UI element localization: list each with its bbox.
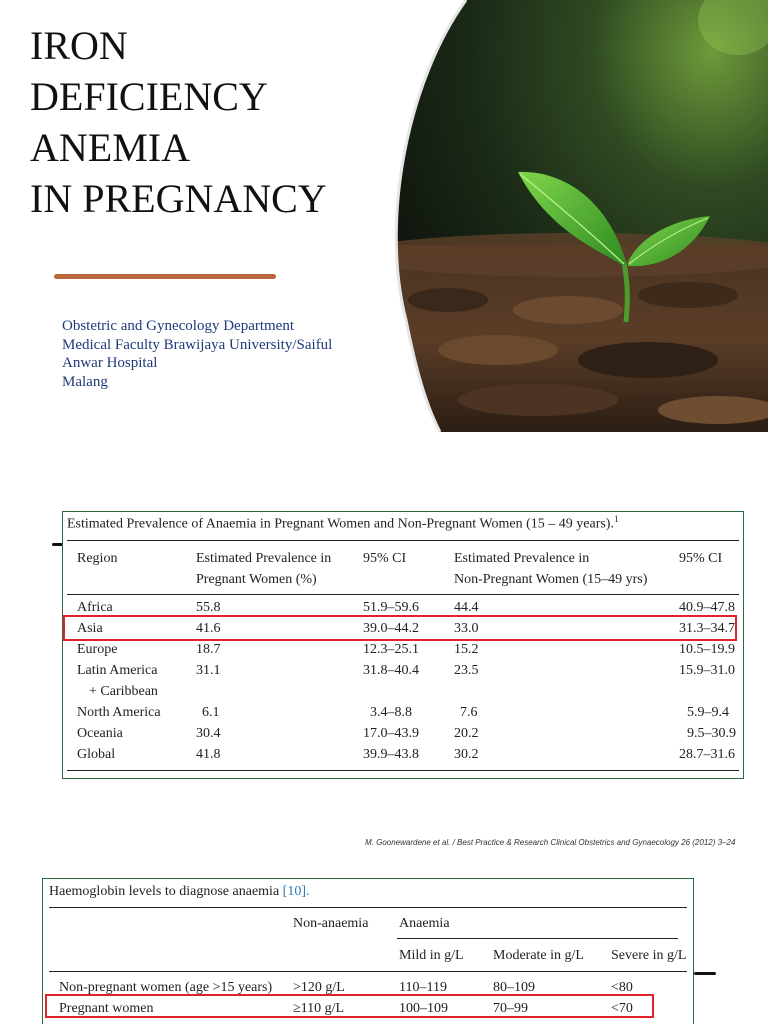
cell-ci-1: 31.8–40.4 [363, 663, 419, 678]
cell-region: Asia [77, 621, 103, 636]
cell-ci-1: 17.0–43.9 [363, 726, 419, 741]
pregnant-women-highlight-box [45, 994, 654, 1018]
cell-pregnant: 6.1 [202, 705, 220, 720]
ink-mark [694, 972, 716, 975]
cell-ci-2: 10.5–19.9 [679, 642, 735, 657]
cell-ci-2: 15.9–31.0 [679, 663, 735, 678]
cell-mild: 100–109 [399, 1001, 448, 1016]
header-pregnant-2: Pregnant Women (%) [196, 572, 317, 587]
cell-ci-2: 40.9–47.8 [679, 600, 735, 615]
title-line: ANEMIA [30, 125, 190, 170]
caption-footnote: 1 [613, 514, 619, 524]
cell-nonpregnant: 15.2 [454, 642, 479, 657]
caption-reference: [10]. [282, 884, 310, 899]
title-line: IRON [30, 23, 128, 68]
affiliation [62, 317, 382, 391]
cell-pregnant: 18.7 [196, 642, 221, 657]
header-anaemia: Anaemia [399, 916, 450, 931]
table-rule [397, 938, 678, 939]
header-moderate: Moderate in g/L [493, 948, 584, 963]
table-caption [49, 884, 309, 900]
cell-ci-2: 28.7–31.6 [679, 747, 735, 762]
cell-region: Oceania [77, 726, 123, 741]
caption-text: Estimated Prevalence of Anaemia in Pregnant Women and Non-Pregnant Women (15 – 49 years). [67, 516, 614, 532]
table-rule [67, 540, 739, 541]
table-rule [67, 770, 739, 771]
caption-text: Haemoglobin levels to diagnose anaemia [49, 884, 280, 899]
cell-pregnant: 41.8 [196, 747, 221, 762]
cell-region: Latin America [77, 663, 158, 678]
cell-non-anaemia: ≥110 g/L [293, 1001, 345, 1016]
cell-ci-1: 12.3–25.1 [363, 642, 419, 657]
header-nonpregnant-1: Estimated Prevalence in [454, 551, 590, 566]
cell-ci-1: 39.0–44.2 [363, 621, 419, 636]
header-ci-2: 95% CI [679, 551, 723, 566]
table-rule [67, 594, 739, 595]
header-ci-1: 95% CI [363, 551, 407, 566]
cell-pregnant: 41.6 [196, 621, 221, 636]
title-slide [0, 0, 768, 432]
header-non-anaemia: Non-anaemia [293, 916, 369, 931]
table-rule [49, 907, 687, 908]
cell-nonpregnant: 30.2 [454, 747, 479, 762]
cell-region: Europe [77, 642, 118, 657]
citation: M. Goonewardene et al. / Best Practice & Research Clinical Obstetrics and Gynaecology 26 (2012) 3–24 [365, 838, 736, 847]
cell-severe: <70 [611, 1001, 633, 1016]
seedling-photo [388, 0, 768, 432]
cell-nonpregnant: 44.4 [454, 600, 479, 615]
cell-ci-2: 5.9–9.4 [687, 705, 729, 720]
cell-ci-2: 31.3–34.7 [679, 621, 735, 636]
affiliation-line: Anwar Hospital [62, 355, 158, 371]
cell-group: Non-pregnant women (age >15 years) [59, 980, 273, 995]
cell-pregnant: 31.1 [196, 663, 221, 678]
cell-nonpregnant: 33.0 [454, 621, 479, 636]
asia-highlight-box [63, 615, 737, 641]
table-caption [67, 514, 618, 533]
title-line: DEFICIENCY [30, 74, 268, 119]
cell-ci-1: 39.9–43.8 [363, 747, 419, 762]
cell-nonpregnant: 20.2 [454, 726, 479, 741]
cell-moderate: 80–109 [493, 980, 535, 995]
cell-region: Africa [77, 600, 113, 615]
cell-nonpregnant: 23.5 [454, 663, 479, 678]
cell-mild: 110–119 [399, 980, 447, 995]
header-nonpregnant-2: Non-Pregnant Women (15–49 yrs) [454, 572, 648, 587]
cell-ci-2: 9.5–30.9 [687, 726, 736, 741]
cell-group: Pregnant women [59, 1001, 154, 1016]
affiliation-line: Medical Faculty Brawijaya University/Saiful [62, 336, 333, 353]
header-severe: Severe in g/L [611, 948, 687, 963]
table-rule [49, 971, 687, 972]
slide-title [30, 20, 327, 224]
header-region: Region [77, 551, 118, 566]
affiliation-line: Obstetric and Gynecology Department [62, 318, 295, 334]
header-pregnant-1: Estimated Prevalence in [196, 551, 332, 566]
cell-nonpregnant: 7.6 [460, 705, 478, 720]
title-line: IN PREGNANCY [30, 176, 327, 221]
prevalence-table [62, 511, 744, 779]
cell-ci-1: 51.9–59.6 [363, 600, 419, 615]
header-mild: Mild in g/L [399, 948, 464, 963]
cell-non-anaemia: >120 g/L [293, 980, 345, 995]
cell-ci-1: 3.4–8.8 [370, 705, 412, 720]
cell-pregnant: 30.4 [196, 726, 221, 741]
cell-region-continued: + Caribbean [89, 684, 158, 699]
affiliation-line: Malang [62, 373, 108, 390]
cell-moderate: 70–99 [493, 1001, 528, 1016]
cell-region: North America [77, 705, 161, 720]
accent-divider [54, 274, 276, 279]
cell-region: Global [77, 747, 116, 762]
cell-severe: <80 [611, 980, 633, 995]
haemoglobin-table [42, 878, 694, 1024]
cell-pregnant: 55.8 [196, 600, 221, 615]
